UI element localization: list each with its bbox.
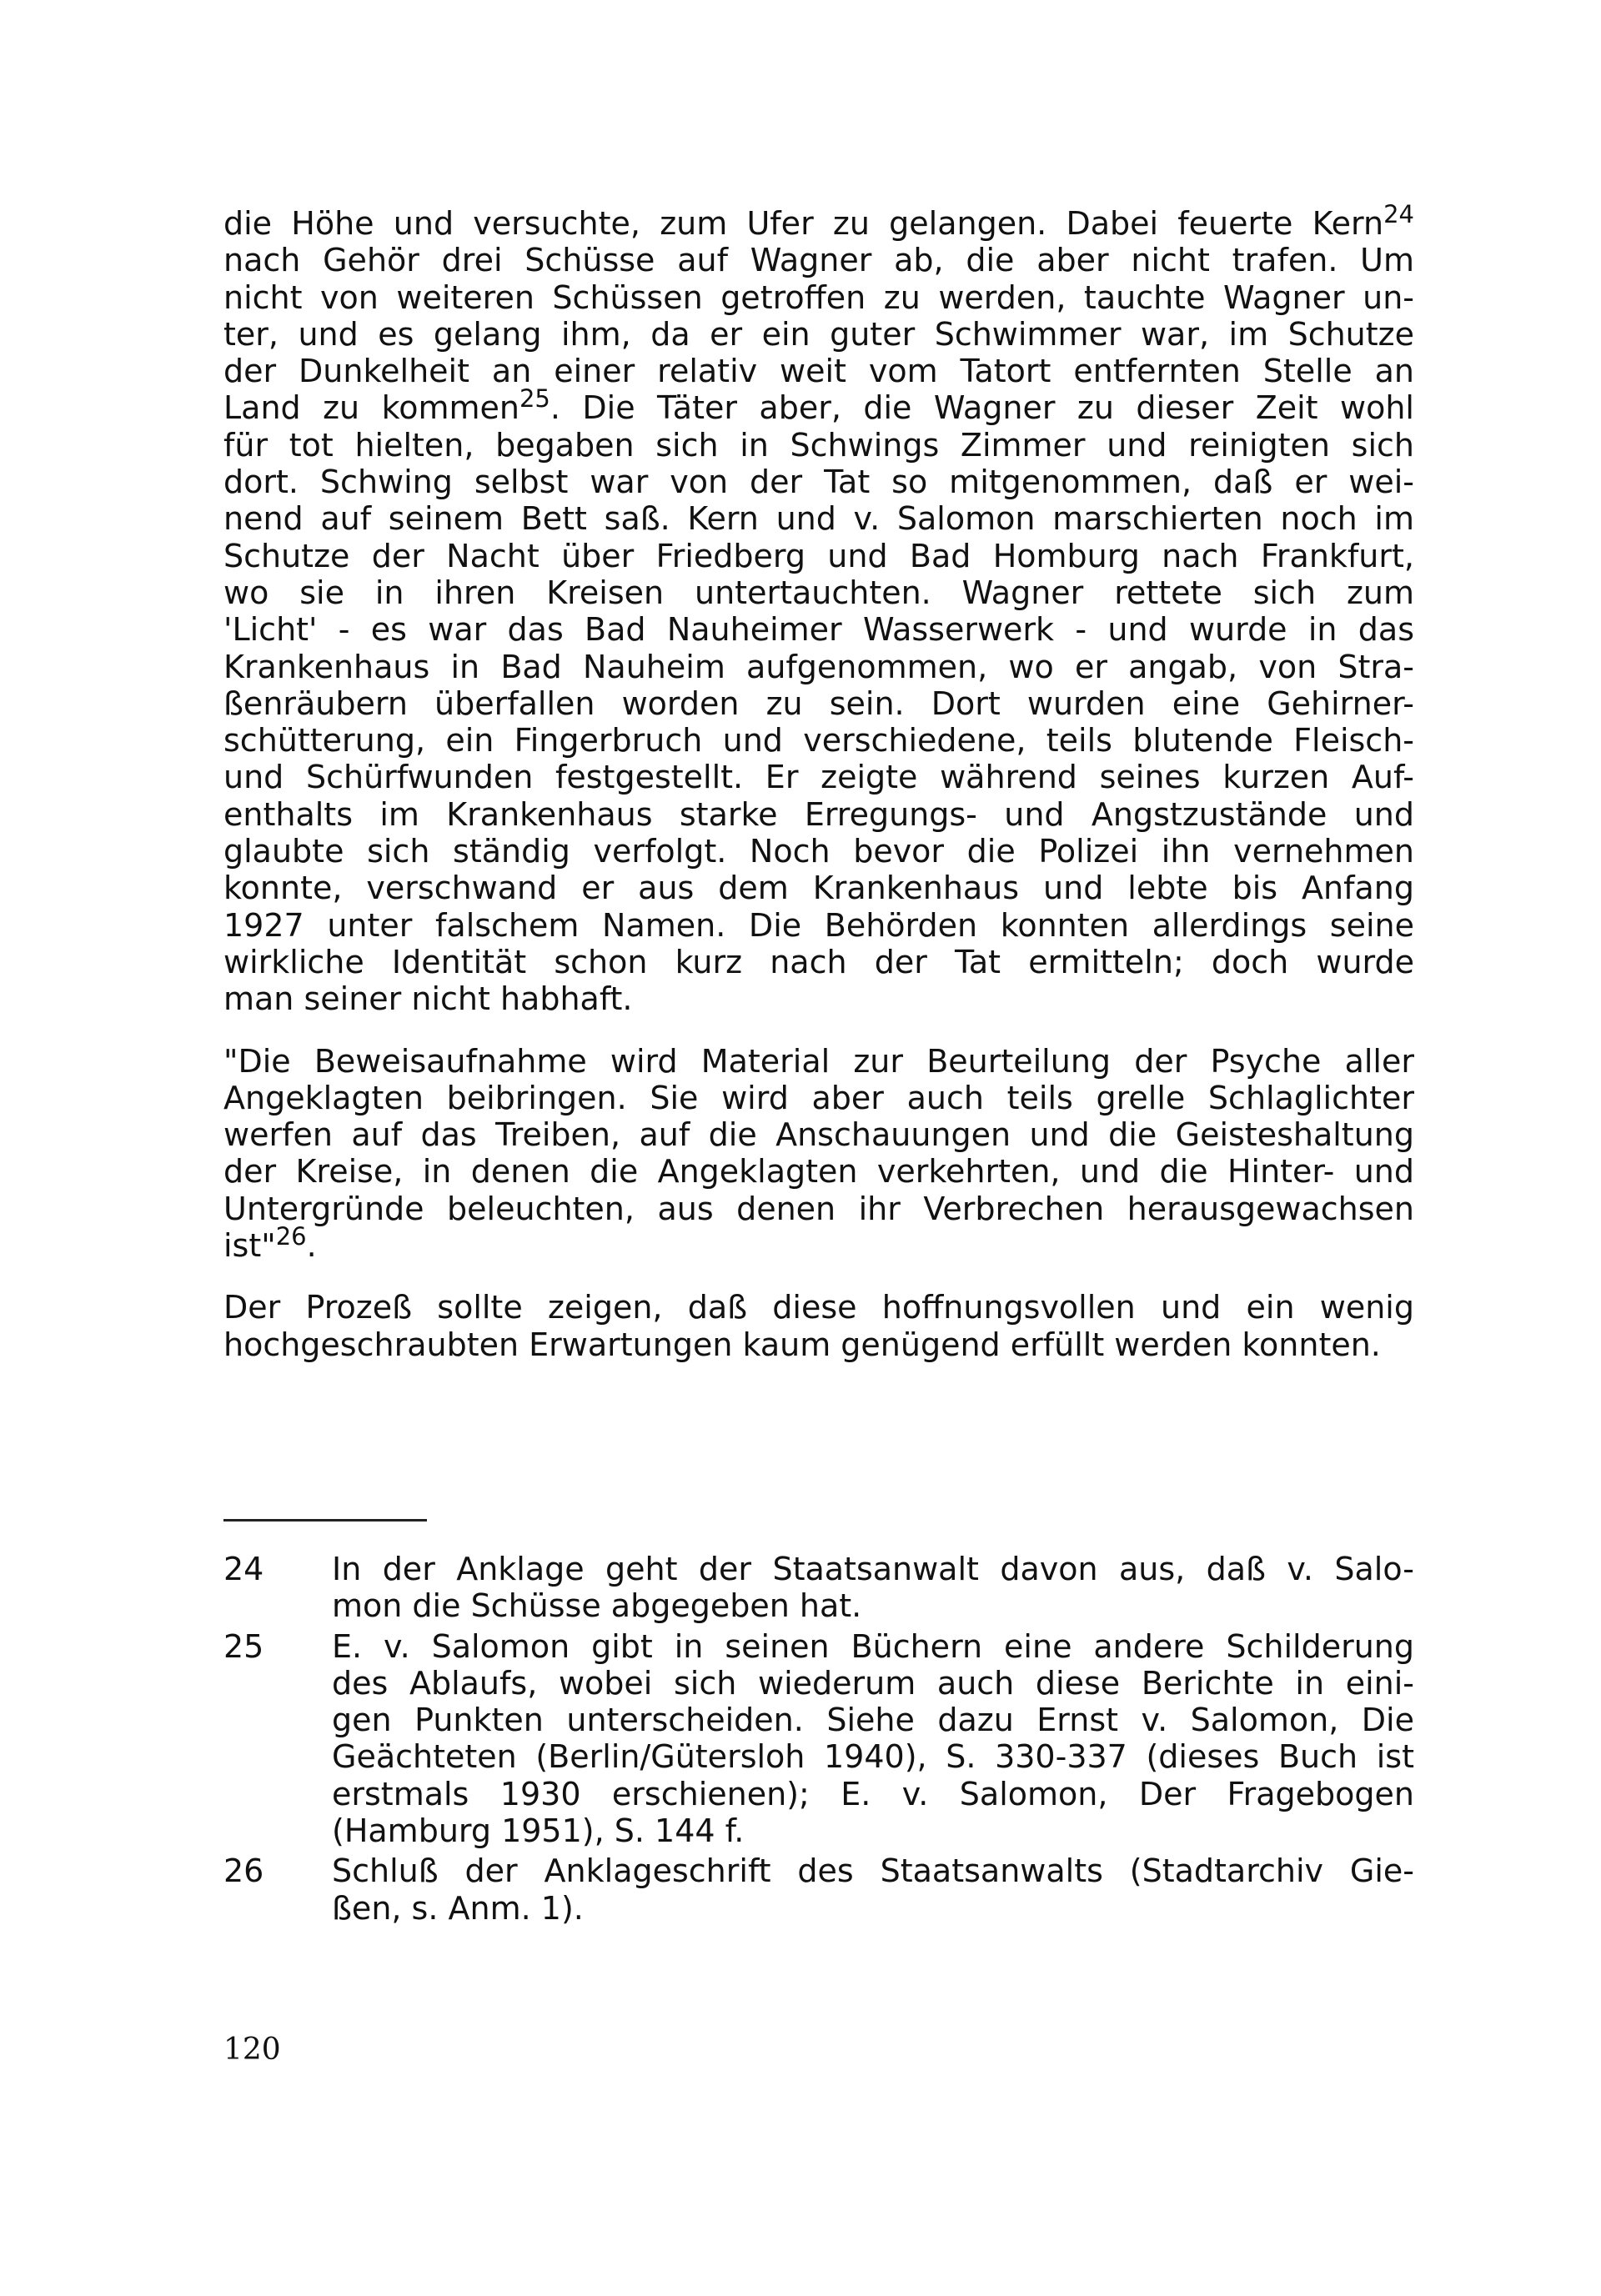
footnote-line: Geächteten (Berlin/Gütersloh 1940), S. 330-337 (dieses Buch ist xyxy=(332,1738,1414,1776)
text-segment: schütterung, ein Fingerbruch und verschiedene, teils blutende Fleisch- xyxy=(223,722,1414,759)
body-text xyxy=(223,200,1414,1388)
text-line xyxy=(223,316,1414,353)
text-line xyxy=(223,500,1414,537)
text-segment: Land zu kommen xyxy=(223,389,519,427)
text-line xyxy=(223,538,1414,574)
text-line xyxy=(223,685,1414,722)
footnote-line: (Hamburg 1951), S. 144 f. xyxy=(332,1812,745,1850)
text-line xyxy=(223,353,1414,389)
text-segment: "Die Beweisaufnahme wird Material zur Beurteilung der Psyche aller xyxy=(223,1042,1414,1080)
text-segment: man seiner nicht habhaft. xyxy=(223,980,633,1018)
text-segment: der Kreise, in denen die Angeklagten verkehrten, und die Hinter- und xyxy=(223,1153,1414,1191)
text-line xyxy=(223,833,1414,870)
footnote-line: E. v. Salomon gibt in seinen Büchern eine andere Schilderung xyxy=(332,1627,1414,1665)
text-segment: für tot hielten, begaben sich in Schwings Zimmer und reinigten sich xyxy=(223,426,1414,464)
text-line xyxy=(223,427,1414,464)
text-line xyxy=(223,611,1414,648)
text-segment: nend auf seinem Bett saß. Kern und v. Salomon marschierten noch im xyxy=(223,500,1414,538)
text-line xyxy=(223,384,1414,427)
text-segment: nicht von weiteren Schüssen getroffen zu werden, tauchte Wagner un- xyxy=(223,278,1414,316)
footnote-line: ßen, s. Anm. 1). xyxy=(332,1889,584,1927)
footnote-text xyxy=(332,1551,1414,1625)
text-segment: . xyxy=(306,1227,317,1265)
text-segment: und Schürfwunden festgestellt. Er zeigte während seines kurzen Auf- xyxy=(223,759,1414,796)
text-line xyxy=(223,870,1414,906)
text-line xyxy=(223,1043,1414,1080)
text-segment: Der Prozeß sollte zeigen, daß diese hoffnungsvollen und ein wenig xyxy=(223,1289,1414,1326)
text-line xyxy=(223,907,1414,944)
text-segment: enthalts im Krankenhaus starke Erregungs- und Angstzustände und xyxy=(223,795,1414,833)
text-segment: 'Licht' - es war das Bad Nauheimer Wasserwerk - und wurde in das xyxy=(223,611,1414,649)
text-line xyxy=(223,1080,1414,1116)
text-line xyxy=(223,200,1414,242)
text-segment: wirkliche Identität schon kurz nach der Tat ermitteln; doch wurde xyxy=(223,943,1414,980)
footnote-line: gen Punkten unterscheiden. Siehe dazu Ernst v. Salomon, Die xyxy=(332,1702,1414,1739)
text-line xyxy=(223,1289,1414,1326)
paragraph xyxy=(223,200,1414,1018)
footnotes xyxy=(223,1551,1414,1930)
text-line xyxy=(223,796,1414,833)
footnote-number: 24 xyxy=(223,1551,264,1587)
text-line xyxy=(223,1191,1414,1227)
footnote-number: 25 xyxy=(223,1627,264,1665)
text-line xyxy=(223,242,1414,278)
footnote xyxy=(223,1551,1414,1625)
text-segment: wo sie in ihren Kreisen untertauchten. Wagner rettete sich zum xyxy=(223,574,1414,611)
text-segment: glaubte sich ständig verfolgt. Noch bevor die Polizei ihn vernehmen xyxy=(223,833,1414,870)
text-line xyxy=(223,722,1414,759)
footnote-text xyxy=(332,1852,1414,1927)
text-line xyxy=(223,279,1414,316)
paragraph xyxy=(223,1289,1414,1363)
text-line xyxy=(223,980,1414,1017)
footnote-marker: 24 xyxy=(1383,200,1414,228)
text-segment: hochgeschraubten Erwartungen kaum genügend erfüllt werden konnten. xyxy=(223,1326,1381,1363)
footnote xyxy=(223,1628,1414,1850)
page-number: 120 xyxy=(223,2033,281,2067)
text-segment: Krankenhaus in Bad Nauheim aufgenommen, wo er angab, von Stra- xyxy=(223,648,1414,685)
text-line xyxy=(223,464,1414,500)
text-line xyxy=(223,1116,1414,1153)
text-line xyxy=(223,1222,1414,1265)
text-segment: werfen auf das Treiben, auf die Anschauungen und die Geisteshaltung xyxy=(223,1116,1414,1154)
paragraph xyxy=(223,1043,1414,1265)
text-line xyxy=(223,1153,1414,1190)
text-segment: ter, und es gelang ihm, da er ein guter Schwimmer war, im Schutze xyxy=(223,315,1414,353)
text-segment: dort. Schwing selbst war von der Tat so mitgenommen, daß er wei- xyxy=(223,464,1414,501)
text-segment: Schutze der Nacht über Friedberg und Bad Homburg nach Frankfurt, xyxy=(223,537,1414,574)
text-line xyxy=(223,759,1414,795)
text-segment: der Dunkelheit an einer relativ weit vom Tatort entfernten Stelle an xyxy=(223,353,1414,390)
text-segment: ist" xyxy=(223,1227,276,1265)
footnote-marker: 25 xyxy=(519,384,550,414)
footnote-text xyxy=(332,1628,1414,1850)
text-line xyxy=(223,944,1414,980)
text-segment: nach Gehör drei Schüsse auf Wagner ab, die aber nicht trafen. Um xyxy=(223,242,1414,279)
text-line xyxy=(223,574,1414,611)
text-segment: die Höhe und versuchte, zum Ufer zu gelangen. Dabei feuerte Kern xyxy=(223,205,1384,242)
text-line xyxy=(223,649,1414,685)
footnote xyxy=(223,1852,1414,1927)
footnote-number: 26 xyxy=(223,1852,264,1890)
footnote-line: erstmals 1930 erschienen); E. v. Salomon, Der Fragebogen xyxy=(332,1775,1414,1812)
text-segment: Angeklagten beibringen. Sie wird aber auch teils grelle Schlaglichter xyxy=(223,1079,1414,1116)
footnote-marker: 26 xyxy=(275,1222,307,1251)
text-segment: konnte, verschwand er aus dem Krankenhaus und lebte bis Anfang xyxy=(223,870,1414,907)
footnote-line: des Ablaufs, wobei sich wiederum auch diese Berichte in eini- xyxy=(332,1664,1414,1702)
footnote-separator xyxy=(223,1519,427,1521)
footnote-line: In der Anklage geht der Staatsanwalt davon aus, daß v. Salo- xyxy=(332,1551,1414,1587)
text-line xyxy=(223,1326,1414,1363)
footnote-line: Schluß der Anklageschrift des Staatsanwalts (Stadtarchiv Gie- xyxy=(332,1852,1414,1890)
footnote-line: mon die Schüsse abgegeben hat. xyxy=(332,1587,862,1625)
text-segment: ßenräubern überfallen worden zu sein. Dort wurden eine Gehirner- xyxy=(223,684,1414,722)
text-segment: Untergründe beleuchten, aus denen ihr Verbrechen herausgewachsen xyxy=(223,1190,1414,1227)
text-segment: 1927 unter falschem Namen. Die Behörden konnten allerdings seine xyxy=(223,906,1414,944)
text-segment: . Die Täter aber, die Wagner zu dieser Zeit wohl xyxy=(550,389,1414,427)
